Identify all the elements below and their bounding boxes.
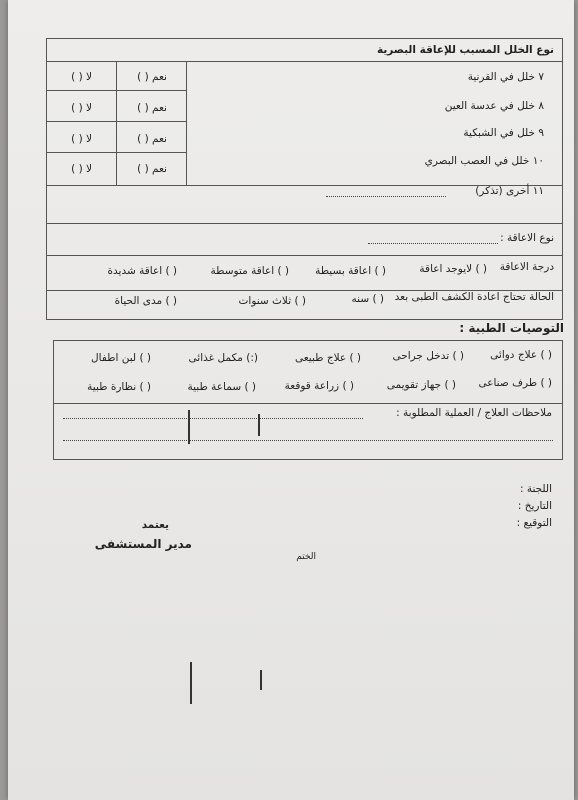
date-label: التاريخ : <box>517 500 552 512</box>
treatment-notes-blank[interactable] <box>63 440 553 441</box>
hospital-director-label: مدير المستشفى <box>94 537 192 551</box>
yes-option[interactable]: نعم ( ) <box>137 71 167 83</box>
reexam-option[interactable]: ( ) مدى الحياة <box>114 295 177 307</box>
cause-row-label: ٨ خلل في عدسة العين <box>444 100 544 112</box>
disability-type-blank[interactable] <box>368 243 498 244</box>
cause-row-label: ٩ خلل في الشبكية <box>463 127 544 139</box>
recommendation-option[interactable]: ( ) جهاز تقويمى <box>386 379 456 391</box>
degree-option[interactable]: ( ) اعاقة شديدة <box>107 265 177 277</box>
reexam-option[interactable]: ( ) سنه <box>351 293 384 305</box>
no-option[interactable]: لا ( ) <box>71 163 92 175</box>
pen-mark <box>258 414 260 436</box>
recommendation-option[interactable]: ( ) علاج دوائى <box>490 349 552 361</box>
recommendation-option[interactable]: ( ) نظارة طبية <box>87 381 151 393</box>
recommendation-option[interactable]: ( ) تدخل جراحى <box>392 350 464 362</box>
no-option[interactable]: لا ( ) <box>71 133 92 145</box>
yes-option[interactable]: نعم ( ) <box>137 133 167 145</box>
signature-label: التوقيع : <box>516 517 552 529</box>
treatment-notes-blank[interactable] <box>63 418 363 419</box>
committee-label: اللجنة : <box>519 483 552 495</box>
pen-mark <box>260 670 262 690</box>
approved-label: يعتمد <box>141 519 169 531</box>
reexam-label: الحالة تحتاج اعادة الكشف الطبى بعد <box>394 291 554 303</box>
no-option[interactable]: لا ( ) <box>71 71 92 83</box>
document-page <box>8 0 574 800</box>
yes-option[interactable]: نعم ( ) <box>137 163 167 175</box>
cause-table-title: نوع الخلل المسبب للإعاقة البصرية <box>376 44 554 56</box>
cause-row-label: ٧ خلل في القرنية <box>467 71 544 83</box>
recommendation-option[interactable]: ( ) علاج طبيعى <box>294 352 361 364</box>
seal-label: الختم <box>296 552 316 562</box>
other-cause-blank[interactable] <box>326 196 446 197</box>
recommendation-option[interactable]: ( ) طرف صناعى <box>478 377 552 389</box>
disability-type-label: نوع الاعاقة : <box>500 232 554 244</box>
recommendation-option[interactable]: ( ) زراعة قوقعة <box>284 380 354 392</box>
recommendation-option[interactable]: ( ) لبن اطفال <box>91 352 151 364</box>
reexam-option[interactable]: ( ) ثلاث سنوات <box>238 295 306 307</box>
pen-mark <box>188 410 190 444</box>
degree-option[interactable]: ( ) اعاقة بسيطة <box>315 265 386 277</box>
recommendation-option[interactable]: ( ) سماعة طبية <box>187 381 256 393</box>
degree-option[interactable]: ( ) اعاقة متوسطة <box>210 265 289 277</box>
cause-row-label: ١٠ خلل في العصب البصري <box>424 155 544 167</box>
recommendations-heading: التوصيات الطبية : <box>459 321 564 335</box>
disability-degree-label: درجة الاعاقة <box>499 261 554 273</box>
degree-option[interactable]: ( ) لايوجد اعاقة <box>419 263 487 275</box>
yes-option[interactable]: نعم ( ) <box>137 102 167 114</box>
cause-row-label: ١١ أخرى (تذكر) <box>475 185 544 197</box>
pen-mark <box>190 662 192 704</box>
no-option[interactable]: لا ( ) <box>71 102 92 114</box>
treatment-notes-label: ملاحظات العلاج / العملية المطلوبة : <box>396 407 552 419</box>
recommendation-option[interactable]: (:) مكمل غذائى <box>188 352 258 364</box>
